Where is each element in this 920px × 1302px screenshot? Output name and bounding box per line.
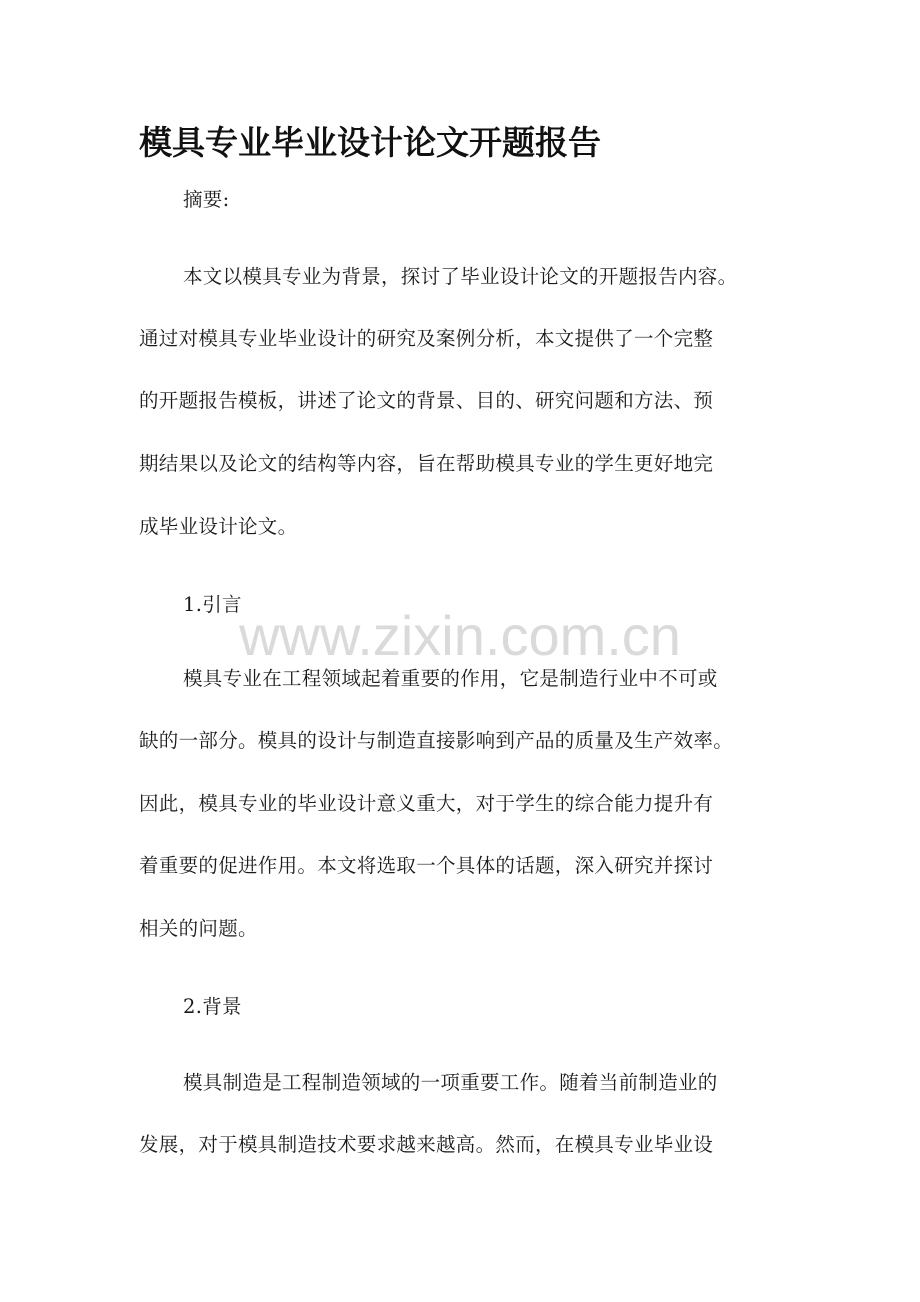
abstract-line-5: 成毕业设计论文。 [139,515,298,538]
abstract-line-4: 期结果以及论文的结构等内容，旨在帮助模具专业的学生更好地完 [139,452,714,475]
background-line-2: 发展，对于模具制造技术要求越来越高。然而，在模具专业毕业设 [139,1133,714,1156]
intro-line-2: 缺的一部分。模具的设计与制造直接影响到产品的质量及生产效率。 [139,729,734,752]
abstract-line-3: 的开题报告模板，讲述了论文的背景、目的、研究问题和方法、预 [139,389,714,412]
intro-line-3: 因此，模具专业的毕业设计意义重大，对于学生的综合能力提升有 [139,792,714,815]
abstract-line-2: 通过对模具专业毕业设计的研究及案例分析，本文提供了一个完整 [139,327,714,350]
abstract-line-1: 本文以模具专业为背景，探讨了毕业设计论文的开题报告内容。 [183,265,738,288]
watermark: www.zixin.com.cn [239,604,681,667]
intro-line-1: 模具专业在工程领域起着重要的作用，它是制造行业中不可或 [183,667,718,690]
section-heading-introduction: 1.引言 [183,593,242,616]
intro-line-5: 相关的问题。 [139,917,258,940]
intro-line-4: 着重要的促进作用。本文将选取一个具体的话题，深入研究并探讨 [139,854,714,877]
background-line-1: 模具制造是工程制造领域的一项重要工作。随着当前制造业的 [183,1071,718,1094]
abstract-heading: 摘要: [183,188,230,211]
document-title: 模具专业毕业设计论文开题报告 [139,123,601,162]
section-heading-background: 2.背景 [183,995,242,1018]
